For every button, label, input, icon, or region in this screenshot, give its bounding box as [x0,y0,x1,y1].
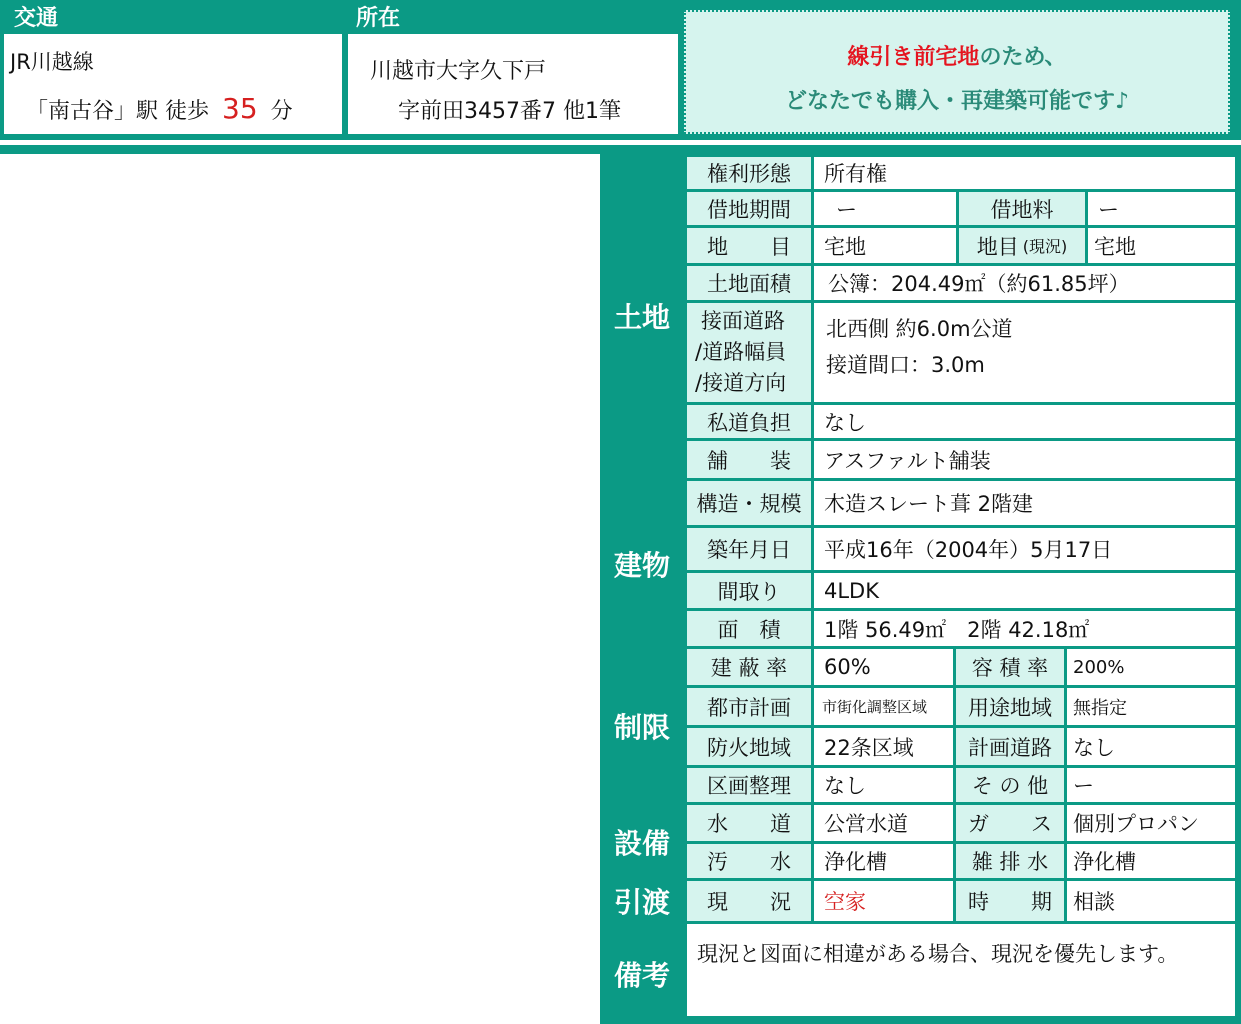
far-value: 200% [1067,649,1235,685]
gas-label: ガ ス [956,805,1064,841]
train-line: JR川越線 [10,50,94,74]
lease-period-value: ー [814,192,956,225]
coverage-value: 60% [814,649,953,685]
road-label-3: /接道方向 [695,371,787,395]
notice-line-1 [686,40,1228,71]
sewage-label: 汚 水 [687,844,811,878]
current-note: (現況) [1022,237,1068,256]
category-building: 建物 [600,481,684,646]
station-walk [26,92,293,125]
category-restriction: 制限 [600,649,684,802]
zoning-value: 無指定 [1067,688,1235,725]
land-category-current-label [959,228,1085,263]
category-handover: 引渡 [600,881,684,921]
road-value-1: 北西側 約6.0m公道 [826,317,1013,341]
fire-zone-label: 防火地域 [687,728,811,765]
floor-plan-value: 4LDK [814,573,1235,608]
readjustment-value: なし [814,768,953,802]
handover-timing-label: 時 期 [956,881,1064,921]
access-heading: 交通 [14,6,59,31]
access-box [4,34,342,134]
city-plan-value: 市街化調整区域 [814,688,953,725]
planned-road-value: なし [1067,728,1235,765]
category-facility: 設備 [600,805,684,878]
land-category-current-value: 宅地 [1088,228,1235,263]
category-land: 土地 [600,154,684,478]
private-road-label: 私道負担 [687,405,811,438]
gas-value: 個別プロパン [1067,805,1235,841]
built-date-value: 平成16年（2004年）5月17日 [814,528,1235,570]
road-label-2: /道路幅員 [695,340,787,364]
notice-highlight: 線引き前宅地 [847,45,980,70]
water-value: 公営水道 [814,805,953,841]
road-label-1: 接面道路 [701,309,785,333]
coverage-label: 建 蔽 率 [687,649,811,685]
zoning-label: 用途地域 [956,688,1064,725]
floor-plan-label: 間取り [687,573,811,608]
sewage-value: 浄化槽 [814,844,953,878]
gray-water-value: 浄化槽 [1067,844,1235,878]
rights-label: 権利形態 [687,157,811,189]
far-label: 容 積 率 [956,649,1064,685]
pavement-label: 舗 装 [687,441,811,478]
land-area-label: 土地面積 [687,266,811,300]
structure-label: 構造・規模 [687,481,811,525]
remarks-text: 現況と図面に相違がある場合、現況を優先します。 [687,924,1235,1016]
water-label: 水 道 [687,805,811,841]
notice-box [684,10,1230,134]
other-value: ー [1067,768,1235,802]
address-line-1: 川越市大字久下戸 [370,59,547,84]
readjustment-label: 区画整理 [687,768,811,802]
location-box [348,34,678,134]
station-name: 「南古谷」駅 [26,99,159,124]
city-plan-label: 都市計画 [687,688,811,725]
floor-area-value: 1階 56.49㎡ 2階 42.18㎡ [814,611,1235,646]
lease-fee-label: 借地料 [959,192,1085,225]
lease-period-label: 借地期間 [687,192,811,225]
floor-area-label: 面 積 [687,611,811,646]
road-value-2: 接道間口：3.0m [826,353,985,377]
walk-label: 徒歩 [165,99,210,124]
handover-timing-value: 相談 [1067,881,1235,921]
road-label [687,303,811,402]
current-status-value: 空家 [814,881,953,921]
location-heading: 所在 [356,6,401,31]
land-category-current-text: 地目 [976,234,1019,259]
other-label: そ の 他 [956,768,1064,802]
notice-line-1-rest: のため、 [979,45,1067,70]
built-date-label: 築年月日 [687,528,811,570]
land-area-value: 公簿：204.49㎡（約61.85坪） [814,266,1235,300]
notice-line-2: どなたでも購入・再建築可能です♪ [784,89,1130,114]
private-road-value: なし [814,405,1235,438]
address-line-2: 字前田3457番7 他1筆 [398,99,621,124]
rights-value: 所有権 [814,157,1235,189]
planned-road-label: 計画道路 [956,728,1064,765]
land-category-value: 宅地 [814,228,956,263]
header-divider [0,145,1241,154]
minutes-unit: 分 [270,99,293,124]
current-status-label: 現 況 [687,881,811,921]
lease-fee-value: ー [1088,192,1235,225]
structure-value: 木造スレート葺 2階建 [814,481,1235,525]
land-category-label: 地 目 [687,228,811,263]
pavement-value: アスファルト舗装 [814,441,1235,478]
road-value [814,303,1235,402]
walk-minutes: 35 [222,92,258,125]
category-remarks: 備考 [600,924,684,1024]
fire-zone-value: 22条区域 [814,728,953,765]
gray-water-label: 雑 排 水 [956,844,1064,878]
